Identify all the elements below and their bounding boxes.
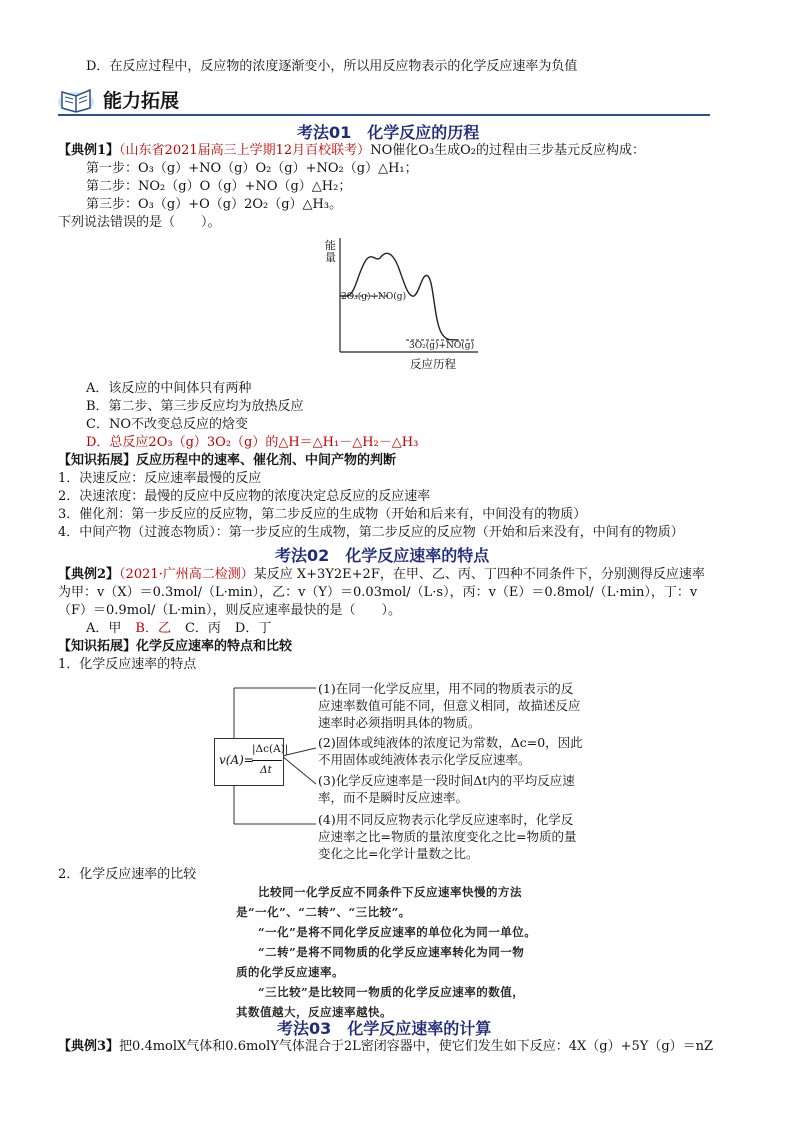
k1-step-3: 第三步：O₃（g）+O（g）2O₂（g）△H₃。 (86, 197, 343, 212)
ylabel-char-2: 量 (325, 251, 336, 264)
k1-knowledge-title: 【知识拓展】反应历程中的速率、催化剂、中间产物的判断 (58, 453, 397, 468)
k2-option-c: C．丙 (184, 621, 221, 636)
k2-heading: 考法02 化学反应速率的特点 (275, 546, 490, 565)
k2-option-d: D．丁 (234, 621, 272, 636)
formula-box (214, 738, 289, 786)
section-title: 能力拓展 (103, 90, 180, 112)
ylabel-char-1: 能 (325, 239, 336, 252)
compare-line-2: 是“一化”、“二转”、“三比较”。 (236, 905, 411, 919)
k1-option-d: D．总反应2O₃（g）3O₂（g）的△H＝△H₁－△H₂－△H₃ (86, 435, 419, 450)
k2-example-line (58, 566, 705, 584)
k1-option-b: B．第二步、第三步反应均为放热反应 (86, 399, 304, 414)
k1-heading: 考法01 化学反应的历程 (297, 123, 480, 142)
k1-question: 下列说法错误的是（ ）。 (58, 215, 221, 230)
k3-stem: 把0.4molX气体和0.6molY气体混合于2L密闭容器中，使它们发生如下反应：4X（g）+5Y（g）＝nZ (119, 1039, 714, 1054)
k1-example-tag: 【典例1】 (58, 143, 120, 158)
k1-source: （山东省2021届高三上学期12月百校联考） (119, 143, 371, 158)
k2-stem-2: 为甲：v（X）＝0.3mol/（L·min），乙：v（Y）＝0.03mol/（L·s），丙：v（E）＝0.8mol/（L·min），丁：v (58, 585, 698, 600)
compare-line-6: “三比较”是比较同一物质的化学反应速率的数值， (258, 985, 525, 999)
energy-xlabel: 反应历程 (410, 357, 456, 371)
compare-line-3: “一化”是将不同化学反应速率的单位化为同一单位。 (258, 925, 537, 939)
k1-example-line (58, 142, 645, 160)
k3-example-tag: 【典例3】 (58, 1039, 120, 1054)
k1-option-a: A．该反应的中间体只有两种 (86, 381, 252, 396)
k1-knowledge-2: 2．决速浓度：最慢的反应中反应物的浓度决定总反应的反应速率 (58, 489, 431, 504)
k1-knowledge-1: 1．决速反应：反应速率最慢的反应 (58, 471, 262, 486)
rate-note-2: (2)固体或纯液体的浓度记为常数，Δc=0，因此不用固体或纯液体表示化学反应速率。 (318, 735, 583, 767)
energy-ylabel (325, 240, 336, 264)
k2-option-a: A．甲 (86, 621, 122, 636)
compare-line-7: 其数值越大，反应速率越快。 (236, 1005, 392, 1019)
reactant-label: 2O₃(g)+NO(g) (341, 292, 407, 302)
k2-sub1: 1．化学反应速率的特点 (58, 657, 197, 672)
k3-heading: 考法03 化学反应速率的计算 (277, 1019, 492, 1038)
rate-note-4: (4)用不同反应物表示化学反应速率时，化学反应速率之比=物质的量浓度变化之比=物质的量变化之比=化学计量数之比。 (318, 812, 577, 861)
k1-intro: NO催化O₃生成O₂的过程由三步基元反应构成： (370, 143, 645, 158)
formula-denominator: Δt (260, 764, 272, 776)
k2-stem-3: （F）＝0.9mol/（L·min），则反应速率最快的是（ ）。 (58, 603, 402, 618)
compare-line-1: 比较同一化学反应不同条件下反应速率快慢的方法 (258, 885, 522, 899)
rate-note-1: (1)在同一化学反应里，用不同的物质表示的反应速率数值可能不同，但意义相同，故描述反应速率时必须指明具体的物质。 (318, 681, 581, 730)
k1-knowledge-3: 3．催化剂：第一步反应的反应物，第二步反应的生成物（开始和后来有，中间没有的物质） (58, 507, 587, 522)
product-label: 3O₂(g)+NO(g) (409, 341, 475, 351)
book-icon (58, 84, 98, 114)
k1-knowledge-4: 4．中间产物（过渡态物质）：第一步反应的生成物，第二步反应的反应物（开始和后来没有，中间有的物质） (58, 525, 684, 540)
energy-diagram (318, 232, 488, 372)
compare-line-5: 质的化学反应速率。 (236, 965, 344, 979)
k1-step-1: 第一步：O₃（g）+NO（g）O₂（g）+NO₂（g）△H₁； (86, 161, 418, 176)
section-divider (58, 114, 710, 116)
k2-options (86, 620, 271, 638)
k2-knowledge-title: 【知识拓展】化学反应速率的特点和比较 (58, 639, 293, 654)
formula-numerator: |Δc(A)| (252, 743, 289, 755)
k1-option-c: C．NO不改变总反应的焓变 (86, 417, 248, 432)
k2-sub2: 2．化学反应速率的比较 (58, 867, 197, 882)
fraction-bar (252, 760, 282, 761)
k1-step-2: 第二步：NO₂（g）O（g）+NO（g）△H₂； (86, 179, 352, 194)
rate-note-3: (3)化学反应速率是一段时间Δt内的平均反应速率，而不是瞬时反应速率。 (318, 773, 575, 805)
k2-stem-1: 某反应 X+3Y2E+2F，在甲、乙、丙、丁四种不同条件下，分别测得反应速率 (253, 567, 705, 582)
k2-option-b: B．乙 (135, 621, 171, 636)
previous-option-d: D．在反应过程中，反应物的浓度逐渐变小，所以用反应物表示的化学反应速率为负值 (86, 59, 578, 74)
formula-lhs: v(A)= (219, 753, 254, 767)
compare-line-4: “二转”是将不同物质的化学反应速率转化为同一物 (258, 945, 525, 959)
k2-source: （2021·广州高二检测） (119, 567, 254, 582)
k2-example-tag: 【典例2】 (58, 567, 120, 582)
k3-example-line (58, 1038, 713, 1056)
